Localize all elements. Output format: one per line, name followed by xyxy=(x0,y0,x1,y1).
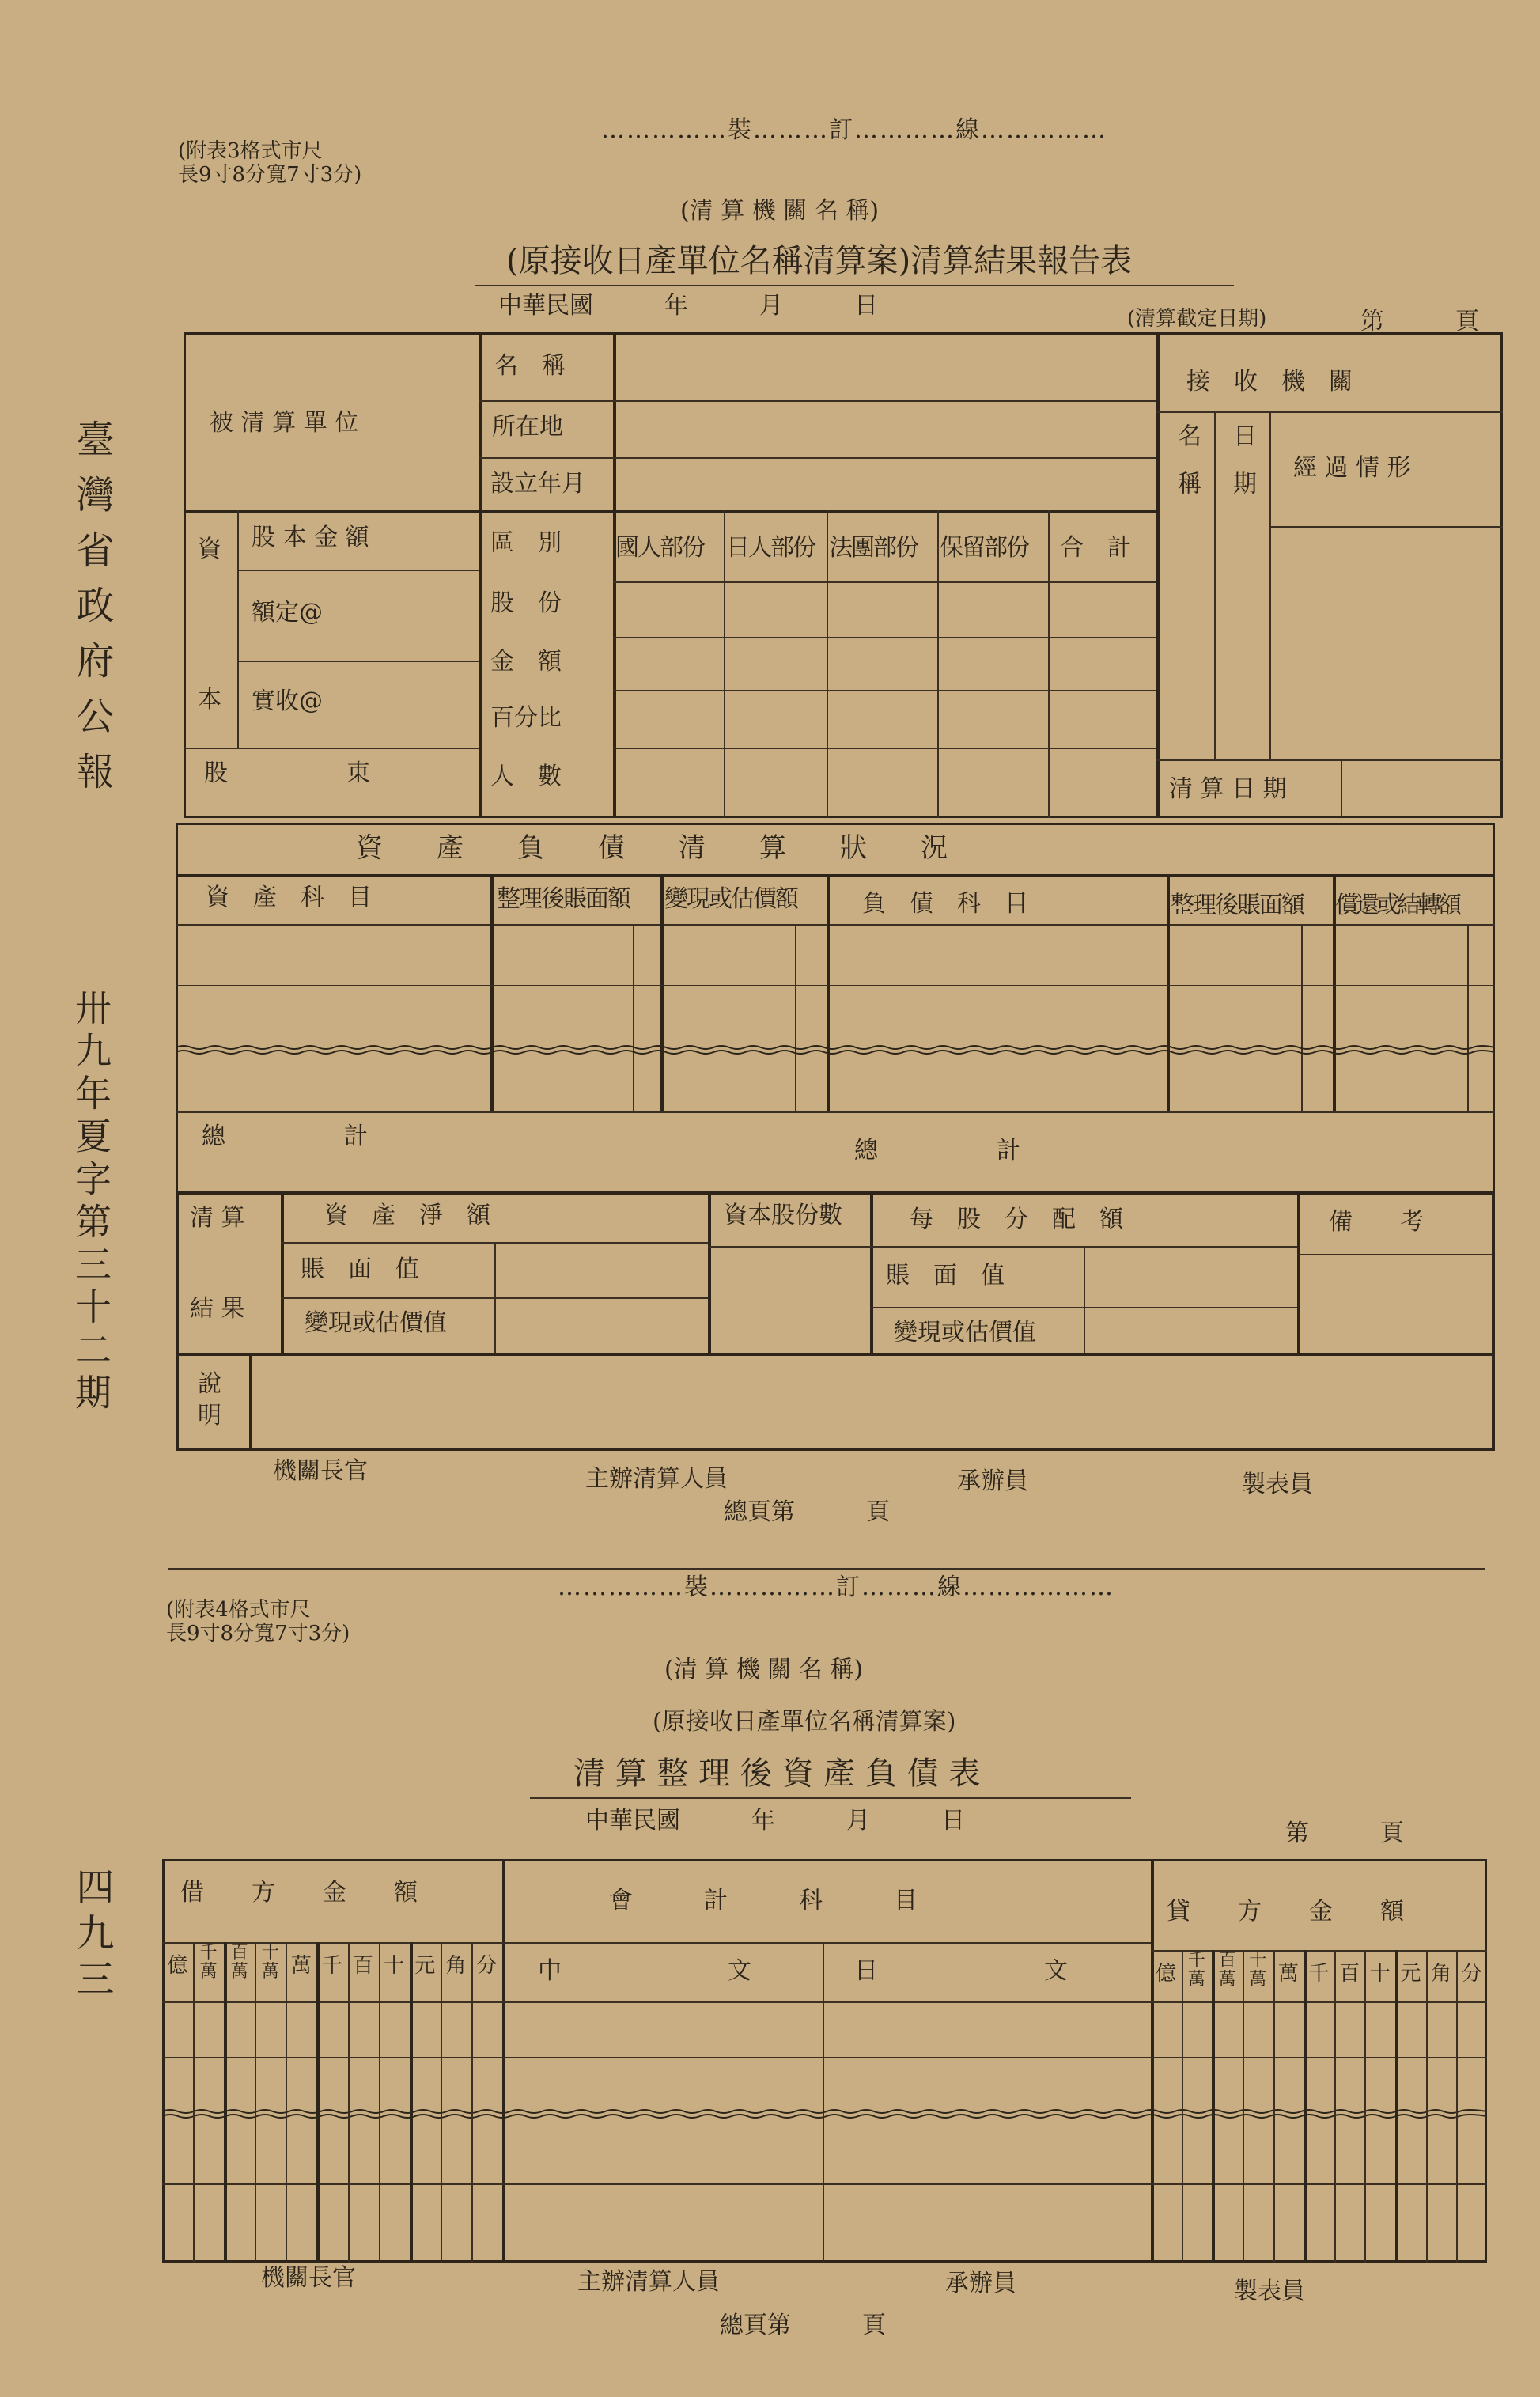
debit-digit-2: 百萬 xyxy=(230,1943,248,1982)
credit-digit-8: 元 xyxy=(1400,1962,1421,1986)
form4-subtitle: (原接收日產單位名稱清算案) xyxy=(653,1708,956,1736)
share-col-corporate: 法團部份 xyxy=(829,534,918,562)
debit-digit-rule-3 xyxy=(255,1942,256,2263)
amount-label: 金 額 xyxy=(490,648,562,676)
bs-title: 資 產 負 債 清 算 狀 況 xyxy=(356,832,948,864)
table-break-wave-2 xyxy=(162,2108,1487,2119)
remarks-label: 備 考 xyxy=(1329,1208,1424,1236)
form4-title: 清 算 整 理 後 資 產 負 債 表 xyxy=(573,1755,981,1792)
table-break-wave xyxy=(176,1044,1495,1055)
debit-digit-rule-8 xyxy=(410,1942,413,2263)
sig-maker: 製表員 xyxy=(1242,1471,1313,1498)
per-realized-label: 變現或估價值 xyxy=(894,1319,1036,1346)
debit-digit-5: 千 xyxy=(321,1954,342,1978)
form3-balance-table xyxy=(176,823,1495,1195)
page-number: 四九三 xyxy=(70,1867,114,2005)
form3-agency-name: (清 算 機 關 名 稱) xyxy=(680,197,880,225)
established-label: 設立年月 xyxy=(490,470,585,498)
sig-clerk: 承辦員 xyxy=(957,1467,1028,1495)
credit-digit-rule-4 xyxy=(1273,1950,1275,2263)
chinese-col-header: 中 文 xyxy=(538,1957,751,1985)
credit-digit-9: 角 xyxy=(1431,1962,1452,1986)
form4-sig-officer: 機關長官 xyxy=(261,2264,356,2292)
binding-line-top: ……………裝………訂…………線…………… xyxy=(601,116,1107,144)
form3-entity-table xyxy=(184,332,1503,818)
sig-officer: 機關長官 xyxy=(273,1457,368,1485)
sig-liquidator: 主辦清算人員 xyxy=(585,1465,728,1493)
share-capital-label: 股 本 金 額 xyxy=(252,524,369,551)
credit-digit-rule-9 xyxy=(1426,1950,1428,2263)
form4-spec-line2: 長9寸8分寬7寸3分) xyxy=(166,1622,350,1645)
form3-date-line: 中華民國 年 月 日 xyxy=(498,292,878,320)
credit-digit-rule-10 xyxy=(1456,1950,1458,2263)
credit-digit-7: 十 xyxy=(1369,1962,1391,1986)
shareholders-label: 股 東 xyxy=(204,759,370,787)
credit-digit-0: 億 xyxy=(1156,1962,1177,1986)
percent-label: 百分比 xyxy=(490,704,562,732)
publication-title: 臺灣省政府公報 xyxy=(70,419,114,807)
net-assets-label: 資 產 淨 額 xyxy=(324,1202,490,1229)
debit-digit-10: 分 xyxy=(476,1954,498,1978)
debit-digit-8: 元 xyxy=(414,1954,436,1978)
credit-header: 貸 方 金 額 xyxy=(1167,1898,1404,1926)
debit-digit-rule-5 xyxy=(316,1942,320,2263)
debit-digit-rule-2 xyxy=(224,1942,227,2263)
debit-digit-7: 十 xyxy=(384,1954,405,1978)
debit-digit-rule-10 xyxy=(471,1942,473,2263)
issue-number: 卅九年夏字第三十二期 xyxy=(70,989,112,1416)
realized-value-header: 變現或估價額 xyxy=(664,885,797,913)
book-value-label: 賬 面 值 xyxy=(301,1255,419,1283)
debit-header: 借 方 金 額 xyxy=(180,1879,418,1907)
form3-cutoff-date: (清算截定日期) xyxy=(1127,307,1267,331)
liquidation-date-label: 清 算 日 期 xyxy=(1169,775,1287,803)
credit-digit-rule-6 xyxy=(1334,1950,1336,2263)
debit-digit-9: 角 xyxy=(445,1954,467,1978)
share-col-japanese: 日人部份 xyxy=(726,534,815,562)
binding-line-bottom: ……………裝……………訂………線……………… xyxy=(558,1573,1114,1601)
debit-digit-rule-4 xyxy=(286,1942,287,2263)
headcount-label: 人 數 xyxy=(490,763,562,790)
capital-shares-label: 資本股份數 xyxy=(724,1202,842,1229)
credit-digit-3: 十萬 xyxy=(1249,1951,1267,1990)
receiving-agency-label: 接 收 機 關 xyxy=(1186,368,1353,396)
capital-label-top: 資 xyxy=(198,536,221,563)
share-col-total: 合 計 xyxy=(1060,534,1131,562)
location-label: 所在地 xyxy=(492,413,563,441)
share-col-national: 國人部份 xyxy=(615,534,704,562)
debit-digit-1: 千萬 xyxy=(199,1943,218,1982)
total-left: 總 計 xyxy=(202,1123,368,1150)
credit-digit-rule-5 xyxy=(1304,1950,1307,2263)
per-book-label: 賬 面 值 xyxy=(886,1262,1005,1289)
credit-digit-6: 百 xyxy=(1339,1962,1360,1986)
debit-digit-3: 十萬 xyxy=(261,1943,279,1982)
entity-label: 被 清 算 單 位 xyxy=(210,409,359,437)
result-label-b: 結 果 xyxy=(190,1295,245,1323)
recv-process-label: 經 過 情 形 xyxy=(1293,454,1411,482)
shares-label: 股 份 xyxy=(490,589,562,617)
credit-digit-4: 萬 xyxy=(1277,1962,1299,1986)
form3-spec-line1: (附表3格式市尺 xyxy=(178,139,323,163)
paid-label: 實收@ xyxy=(252,687,323,715)
debit-digit-rule-1 xyxy=(193,1942,195,2263)
credit-digit-2: 百萬 xyxy=(1218,1951,1236,1990)
explain-label-b: 明 xyxy=(198,1402,221,1429)
category-label: 區 別 xyxy=(490,529,562,557)
liab-adjusted-header: 整理後賬面額 xyxy=(1171,892,1304,919)
authorized-label: 額定@ xyxy=(252,599,323,627)
form4-sig-maker: 製表員 xyxy=(1234,2278,1305,2305)
per-share-label: 每 股 分 配 額 xyxy=(910,1206,1123,1233)
credit-digit-10: 分 xyxy=(1461,1962,1482,1986)
debit-digit-rule-9 xyxy=(441,1942,442,2263)
repay-amount-header: 償還或結轉額 xyxy=(1335,892,1459,919)
debit-digit-rule-6 xyxy=(348,1942,350,2263)
form3-total-pages: 總頁第 頁 xyxy=(724,1498,890,1526)
credit-digit-rule-8 xyxy=(1395,1950,1398,2263)
recv-date-label: 日期 xyxy=(1228,423,1256,518)
credit-digit-1: 千萬 xyxy=(1187,1951,1205,1990)
credit-digit-5: 千 xyxy=(1308,1962,1330,1986)
debit-digit-0: 億 xyxy=(167,1954,188,1978)
form4-page-label: 第 頁 xyxy=(1285,1820,1404,1847)
capital-label-bottom: 本 xyxy=(198,686,221,714)
account-header: 會 計 科 目 xyxy=(609,1887,918,1914)
adjusted-book-header: 整理後賬面額 xyxy=(497,885,630,913)
debit-digit-rule-7 xyxy=(379,1942,380,2263)
form3-spec-line2: 長9寸8分寬7寸3分) xyxy=(178,163,362,187)
credit-digit-rule-1 xyxy=(1182,1950,1183,2263)
form4-total-pages: 總頁第 頁 xyxy=(720,2312,886,2339)
total-right: 總 計 xyxy=(854,1137,1020,1164)
debit-digit-4: 萬 xyxy=(290,1954,312,1978)
form4-sig-liquidator: 主辦清算人員 xyxy=(577,2268,720,2296)
realized-est-label: 變現或估價值 xyxy=(305,1309,447,1337)
recv-name-label: 名稱 xyxy=(1173,423,1201,518)
form4-spec-line1: (附表4格式市尺 xyxy=(166,1598,311,1622)
name-label: 名 稱 xyxy=(494,352,566,380)
form3-title: (原接收日產單位名稱清算案)清算結果報告表 xyxy=(506,243,1133,279)
asset-item-header: 資 產 科 目 xyxy=(206,884,372,911)
credit-digit-rule-3 xyxy=(1243,1950,1244,2263)
form4-date-line: 中華民國 年 月 日 xyxy=(585,1807,965,1835)
liability-item-header: 負 債 科 目 xyxy=(862,890,1028,918)
credit-digit-rule-2 xyxy=(1212,1950,1215,2263)
form4-sig-clerk: 承辦員 xyxy=(945,2270,1016,2297)
debit-digit-6: 百 xyxy=(353,1954,374,1978)
result-label-a: 清 算 xyxy=(190,1204,245,1232)
credit-digit-rule-7 xyxy=(1364,1950,1366,2263)
explain-label-a: 說 xyxy=(198,1370,221,1398)
form3-page-label: 第 頁 xyxy=(1360,308,1479,335)
japanese-col-header: 日 文 xyxy=(854,1957,1068,1985)
share-col-reserved: 保留部份 xyxy=(940,534,1028,562)
form4-agency-name: (清 算 機 關 名 稱) xyxy=(664,1656,864,1683)
